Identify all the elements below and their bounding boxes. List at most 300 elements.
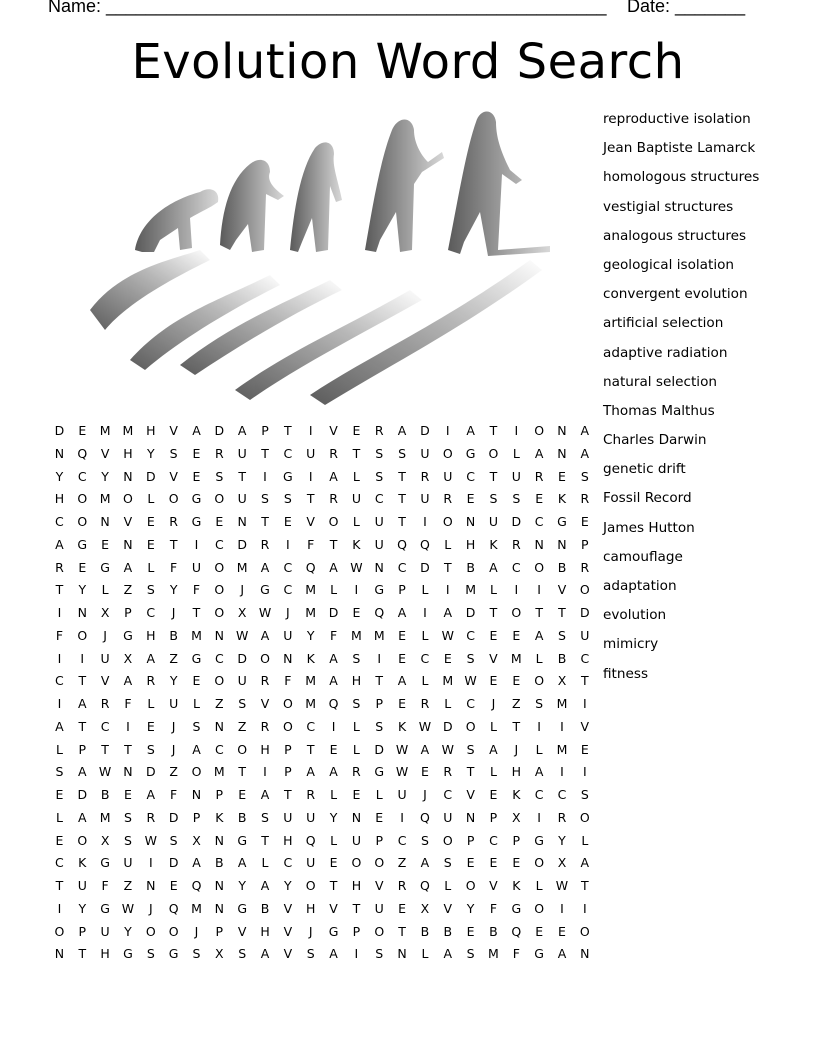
grid-letter: V — [306, 514, 315, 529]
grid-letter: T — [489, 423, 498, 438]
grid-row — [48, 648, 596, 671]
grid-letter: Y — [284, 878, 292, 893]
grid-letter: C — [55, 855, 64, 871]
grid-letter: H — [100, 946, 110, 962]
grid-letter: N — [77, 605, 87, 620]
grid-letter: E — [466, 923, 475, 939]
word-list-item: fitness — [603, 665, 649, 682]
grid-letter: S — [420, 832, 429, 848]
grid-letter: E — [398, 900, 407, 916]
grid-letter: Q — [420, 878, 430, 893]
grid-letter: I — [560, 718, 564, 734]
grid-letter: X — [557, 855, 567, 871]
grid-letter: A — [77, 764, 87, 780]
grid-letter: R — [580, 559, 590, 575]
grid-letter: T — [558, 605, 566, 620]
grid-letter: A — [443, 946, 453, 962]
grid-letter: O — [579, 809, 590, 825]
word-list-item: adaptation — [603, 578, 677, 594]
grid-letter: A — [397, 605, 407, 620]
grid-letter: G — [191, 491, 202, 507]
grid-letter: D — [54, 423, 65, 438]
grid-letter: P — [466, 832, 475, 848]
grid-letter: R — [580, 491, 590, 507]
grid-letter: G — [374, 764, 385, 780]
grid-letter: X — [215, 946, 224, 962]
grid-letter: A — [260, 878, 270, 893]
grid-letter: T — [124, 741, 132, 757]
grid-letter: U — [580, 627, 590, 643]
grid-letter: C — [557, 787, 567, 802]
grid-letter: T — [78, 946, 87, 962]
grid-letter: R — [420, 696, 430, 711]
grid-letter: G — [374, 582, 385, 598]
grid-letter: G — [283, 468, 293, 484]
grid-letter: I — [354, 946, 359, 962]
grid-letter: B — [169, 627, 178, 643]
grid-letter: O — [214, 559, 225, 575]
grid-letter: H — [283, 832, 293, 848]
grid-letter: E — [420, 764, 429, 780]
grid-letter: X — [100, 605, 110, 620]
grid-letter: A — [329, 559, 338, 575]
grid-letter: P — [78, 741, 87, 757]
grid-letter: O — [54, 923, 65, 939]
grid-letter: D — [168, 855, 179, 871]
grid-letter: V — [557, 582, 567, 598]
grid-letter: A — [55, 718, 64, 734]
grid-letter: D — [237, 536, 247, 552]
grid-letter: S — [146, 582, 155, 598]
grid-letter: S — [466, 741, 475, 757]
grid-letter: O — [442, 514, 453, 529]
grid-letter: C — [306, 718, 316, 734]
grid-letter: I — [423, 605, 427, 620]
grid-letter: U — [237, 445, 247, 461]
grid-row — [48, 420, 596, 443]
grid-letter: F — [101, 878, 109, 893]
grid-letter: X — [420, 900, 430, 916]
grid-letter: D — [145, 468, 156, 484]
grid-letter: U — [488, 514, 499, 529]
grid-letter: R — [214, 445, 224, 461]
grid-letter: H — [465, 536, 476, 552]
grid-letter: S — [580, 468, 589, 484]
grid-letter: I — [308, 423, 313, 438]
grid-letter: I — [57, 696, 62, 711]
grid-letter: N — [54, 445, 65, 461]
grid-letter: P — [375, 696, 383, 711]
evolution-march-illustration-icon — [80, 100, 560, 410]
grid-letter: A — [260, 787, 270, 802]
grid-letter: B — [489, 923, 498, 939]
grid-letter: W — [441, 741, 454, 757]
grid-letter: A — [420, 741, 430, 757]
grid-letter: I — [560, 764, 564, 780]
grid-letter: L — [421, 946, 429, 962]
grid-letter: V — [374, 878, 384, 893]
grid-letter: B — [557, 559, 567, 575]
grid-letter: V — [489, 650, 498, 666]
grid-row — [48, 670, 596, 693]
grid-letter: O — [328, 514, 339, 529]
word-list-item: artificial selection — [603, 315, 724, 332]
grid-letter: E — [78, 559, 87, 575]
grid-letter: T — [192, 605, 201, 620]
grid-letter: N — [123, 468, 133, 484]
grid-letter: M — [99, 423, 111, 438]
grid-letter: B — [420, 923, 430, 939]
grid-letter: E — [352, 787, 361, 802]
grid-row — [48, 693, 596, 716]
grid-letter: H — [260, 741, 270, 757]
grid-row — [48, 807, 596, 830]
grid-letter: A — [397, 673, 407, 689]
grid-letter: D — [420, 423, 430, 438]
grid-row — [48, 534, 596, 557]
grid-letter: N — [580, 946, 590, 962]
grid-letter: L — [330, 582, 338, 598]
grid-letter: T — [238, 764, 246, 780]
grid-letter: A — [260, 627, 270, 643]
grid-letter: C — [100, 718, 110, 734]
grid-letter: R — [260, 536, 270, 552]
grid-letter: C — [397, 559, 407, 575]
grid-letter: U — [306, 445, 316, 461]
grid-letter: K — [557, 491, 567, 507]
grid-letter: O — [465, 718, 476, 734]
grid-letter: C — [55, 673, 64, 689]
grid-letter: A — [329, 946, 338, 962]
grid-letter: R — [352, 764, 361, 780]
grid-letter: C — [534, 514, 544, 529]
grid-letter: E — [192, 673, 201, 689]
grid-letter: L — [581, 832, 589, 848]
grid-letter: A — [55, 536, 64, 552]
grid-letter: P — [78, 923, 87, 939]
grid-letter: O — [374, 855, 385, 871]
grid-letter: O — [534, 855, 545, 871]
grid-letter: O — [579, 923, 590, 939]
grid-letter: F — [512, 946, 520, 962]
grid-letter: M — [488, 946, 499, 962]
grid-letter: U — [237, 491, 247, 507]
grid-letter: W — [555, 878, 569, 893]
grid-letter: T — [55, 582, 64, 598]
grid-letter: A — [534, 764, 544, 780]
grid-letter: L — [444, 696, 452, 711]
grid-letter: M — [305, 673, 317, 689]
grid-letter: A — [306, 764, 315, 780]
grid-letter: E — [101, 536, 110, 552]
grid-letter: U — [100, 650, 110, 666]
grid-letter: F — [307, 536, 315, 552]
grid-letter: K — [352, 536, 361, 552]
grid-letter: Z — [237, 718, 247, 734]
grid-letter: L — [421, 627, 429, 643]
grid-letter: O — [237, 741, 248, 757]
grid-letter: S — [352, 650, 361, 666]
grid-letter: E — [512, 673, 521, 689]
grid-letter: E — [329, 741, 338, 757]
grid-letter: S — [169, 445, 178, 461]
grid-letter: U — [237, 673, 247, 689]
grid-letter: S — [123, 809, 132, 825]
grid-letter: R — [260, 673, 270, 689]
grid-letter: T — [581, 878, 589, 893]
grid-letter: I — [331, 718, 336, 734]
grid-letter: A — [260, 559, 270, 575]
shadow-figures — [90, 250, 542, 405]
word-list-item: convergent evolution — [603, 286, 748, 303]
grid-letter: A — [237, 855, 247, 871]
grid-letter: N — [214, 718, 224, 734]
grid-letter: E — [146, 536, 155, 552]
grid-letter: C — [283, 582, 293, 598]
grid-letter: M — [99, 809, 111, 825]
grid-letter: A — [192, 423, 201, 438]
grid-letter: O — [305, 878, 316, 893]
grid-letter: O — [214, 582, 225, 598]
grid-letter: D — [145, 764, 156, 780]
grid-letter: F — [124, 696, 132, 711]
grid-letter: R — [260, 718, 270, 734]
grid-letter: U — [420, 445, 430, 461]
grid-letter: T — [398, 514, 406, 529]
grid-letter: T — [352, 445, 361, 461]
grid-letter: L — [421, 673, 429, 689]
grid-letter: E — [375, 809, 384, 825]
grid-letter: E — [535, 923, 544, 939]
grid-letter: M — [442, 673, 454, 689]
grid-letter: G — [123, 627, 133, 643]
grid-letter: L — [147, 491, 155, 507]
grid-letter: S — [375, 468, 384, 484]
grid-letter: T — [581, 673, 589, 689]
grid-letter: I — [582, 764, 587, 780]
grid-letter: W — [144, 832, 157, 848]
grid-letter: Z — [169, 650, 178, 666]
grid-letter: L — [147, 559, 155, 575]
grid-letter: O — [214, 491, 225, 507]
grid-letter: U — [351, 491, 361, 507]
grid-letter: Y — [78, 582, 87, 598]
grid-letter: U — [420, 491, 430, 507]
grid-letter: T — [78, 718, 87, 734]
grid-letter: J — [308, 923, 313, 939]
grid-letter: T — [443, 559, 452, 575]
grid-letter: V — [169, 468, 178, 484]
grid-letter: A — [489, 741, 498, 757]
grid-letter: C — [283, 445, 293, 461]
grid-letter: T — [306, 741, 315, 757]
grid-letter: S — [375, 946, 384, 962]
grid-letter: R — [397, 878, 407, 893]
grid-letter: F — [489, 900, 498, 916]
grid-letter: L — [330, 832, 338, 848]
grid-letter: T — [466, 764, 475, 780]
grid-letter: I — [148, 855, 153, 871]
grid-letter: A — [329, 764, 338, 780]
grid-letter: S — [123, 832, 132, 848]
grid-letter: H — [306, 900, 316, 916]
grid-letter: L — [535, 878, 543, 893]
grid-letter: B — [557, 650, 567, 666]
grid-letter: C — [443, 787, 453, 802]
grid-letter: U — [283, 627, 293, 643]
grid-letter: C — [420, 650, 430, 666]
grid-letter: C — [466, 696, 475, 711]
grid-letter: X — [512, 809, 521, 825]
grid-letter: G — [100, 900, 110, 916]
grid-letter: L — [147, 696, 155, 711]
grid-letter: T — [261, 445, 269, 461]
word-list-item: vestigial structures — [603, 198, 734, 215]
grid-letter: L — [375, 787, 383, 802]
grid-letter: O — [145, 923, 156, 939]
grid-letter: C — [466, 468, 475, 484]
grid-letter: O — [374, 923, 385, 939]
grid-letter: L — [489, 718, 497, 734]
grid-letter: B — [237, 809, 247, 825]
word-list-item: James Hutton — [603, 519, 695, 536]
word-list-item: Charles Darwin — [603, 432, 707, 449]
grid-letter: S — [512, 491, 521, 507]
grid-letter: E — [169, 878, 178, 893]
grid-letter: P — [261, 423, 269, 438]
grid-letter: U — [374, 536, 384, 552]
grid-letter: M — [122, 423, 134, 438]
grid-letter: Y — [169, 673, 178, 689]
grid-letter: H — [511, 764, 521, 780]
grid-letter: R — [443, 491, 453, 507]
grid-letter: T — [284, 787, 292, 802]
grid-letter: D — [420, 559, 430, 575]
grid-letter: T — [101, 741, 109, 757]
grid-letter: C — [214, 536, 224, 552]
word-list-item: Jean Baptiste Lamarck — [603, 140, 756, 157]
grid-letter: R — [306, 787, 316, 802]
grid-letter: A — [580, 423, 590, 438]
grid-letter: M — [213, 764, 225, 780]
grid-letter: E — [192, 468, 201, 484]
grid-letter: G — [77, 536, 88, 552]
walking-figures — [135, 112, 550, 257]
grid-letter: E — [215, 514, 224, 529]
grid-letter: O — [488, 445, 499, 461]
grid-letter: U — [443, 468, 453, 484]
grid-letter: K — [215, 809, 224, 825]
grid-letter: E — [329, 855, 338, 871]
grid-letter: O — [77, 491, 88, 507]
grid-letter: S — [215, 468, 224, 484]
grid-letter: C — [146, 605, 156, 620]
grid-letter: V — [237, 923, 247, 939]
grid-letter: I — [537, 809, 541, 825]
grid-letter: A — [580, 445, 590, 461]
word-list-item: mimicry — [603, 636, 659, 653]
grid-letter: I — [263, 468, 267, 484]
grid-letter: N — [557, 445, 567, 461]
grid-letter: S — [375, 445, 384, 461]
grid-letter: D — [168, 809, 179, 825]
grid-letter: O — [534, 673, 545, 689]
grid-letter: E — [78, 423, 87, 438]
grid-row — [48, 716, 596, 739]
grid-letter: U — [306, 855, 316, 871]
grid-letter: E — [466, 491, 475, 507]
grid-letter: L — [55, 741, 63, 757]
grid-letter: O — [282, 696, 293, 711]
grid-letter: H — [351, 673, 362, 689]
grid-letter: E — [489, 855, 498, 871]
grid-letter: T — [512, 718, 521, 734]
grid-letter: W — [464, 673, 477, 689]
grid-letter: E — [55, 787, 64, 802]
grid-letter: C — [511, 559, 521, 575]
grid-letter: L — [489, 764, 497, 780]
grid-letter: O — [214, 673, 225, 689]
grid-letter: X — [100, 832, 110, 848]
grid-letter: R — [511, 536, 521, 552]
grid-letter: A — [329, 673, 338, 689]
grid-letter: M — [556, 741, 568, 757]
letter-grid — [48, 420, 596, 966]
grid-letter: C — [534, 787, 544, 802]
grid-letter: S — [192, 946, 201, 962]
grid-letter: G — [237, 900, 248, 916]
grid-letter: D — [237, 650, 247, 666]
grid-letter: Z — [123, 878, 133, 893]
grid-letter: L — [535, 650, 543, 666]
grid-letter: Q — [77, 445, 88, 461]
grid-letter: C — [397, 832, 407, 848]
grid-letter: T — [261, 832, 269, 848]
grid-row — [48, 557, 596, 580]
grid-letter: E — [398, 650, 407, 666]
grid-letter: W — [235, 627, 249, 643]
grid-letter: I — [445, 423, 450, 438]
grid-letter: N — [397, 946, 407, 962]
grid-letter: Y — [306, 627, 315, 643]
grid-letter: A — [146, 787, 156, 802]
grid-letter: R — [146, 809, 156, 825]
grid-letter: V — [100, 445, 110, 461]
grid-row — [48, 579, 596, 602]
grid-letter: W — [441, 627, 454, 643]
grid-letter: E — [352, 423, 361, 438]
grid-letter: Y — [329, 809, 338, 825]
grid-letter: F — [284, 673, 292, 689]
grid-letter: S — [169, 832, 178, 848]
grid-letter: H — [123, 445, 133, 461]
grid-letter: S — [146, 946, 155, 962]
grid-letter: I — [263, 764, 267, 780]
grid-letter: F — [170, 787, 178, 802]
grid-letter: L — [330, 787, 338, 802]
grid-letter: O — [77, 514, 88, 529]
grid-letter: N — [283, 650, 293, 666]
grid-letter: V — [100, 673, 110, 689]
grid-letter: K — [489, 536, 498, 552]
grid-letter: W — [98, 764, 112, 780]
grid-letter: T — [398, 923, 406, 939]
grid-letter: S — [146, 741, 155, 757]
grid-letter: E — [192, 445, 201, 461]
grid-letter: M — [556, 696, 568, 711]
grid-letter: N — [146, 878, 156, 893]
grid-letter: F — [170, 559, 178, 575]
